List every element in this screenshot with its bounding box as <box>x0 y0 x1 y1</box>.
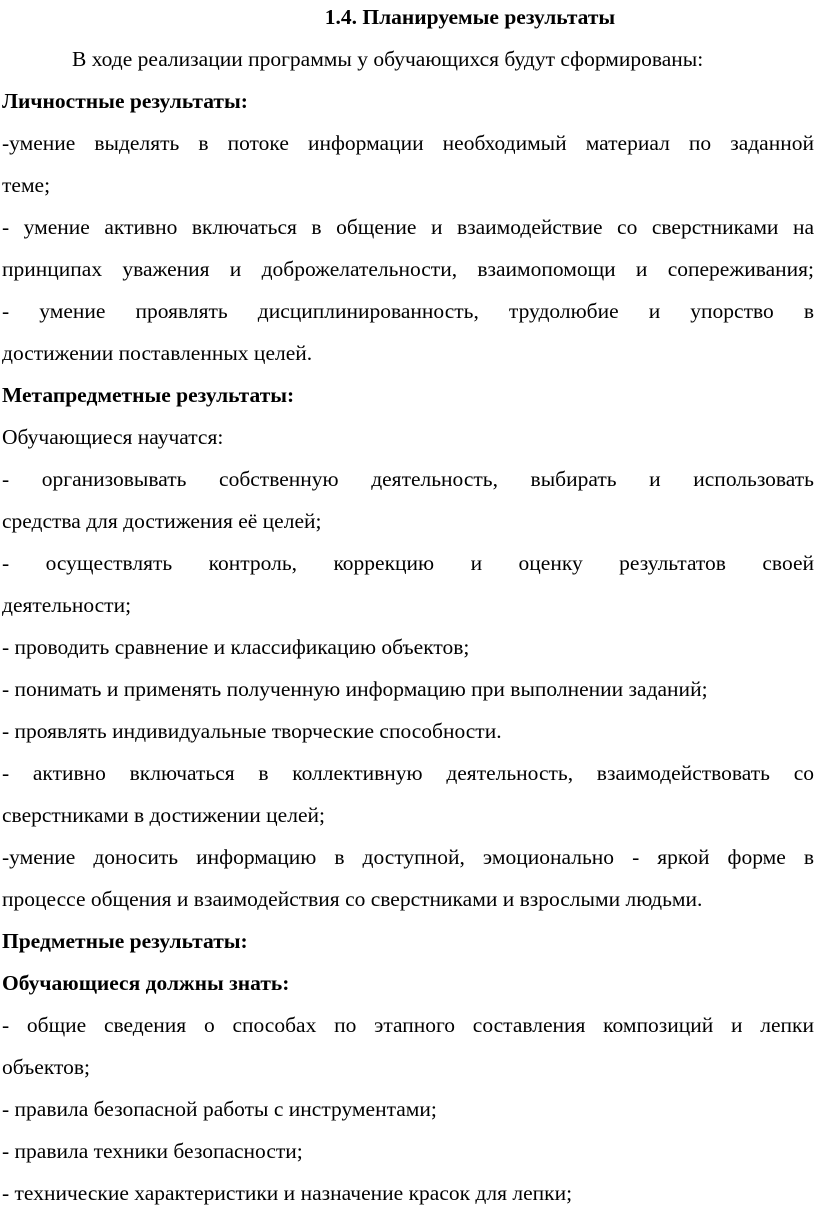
meta-line: средства для достижения её целей; <box>2 509 322 533</box>
personal-line: - умение активно включаться в общение и взаимодействие со сверстниками на <box>2 215 814 239</box>
meta-line: процессе общения и взаимодействия со сверстниками и взрослыми людьми. <box>2 887 703 911</box>
meta-line: - понимать и применять полученную информацию при выполнении заданий; <box>2 677 708 701</box>
meta-line: Обучающиеся научатся: <box>2 425 224 449</box>
subject-line: - правила безопасной работы с инструментами; <box>2 1097 437 1121</box>
personal-line: -умение выделять в потоке информации необходимый материал по заданной <box>2 131 814 155</box>
subject-line: - общие сведения о способах по этапного составления композиций и лепки <box>2 1013 814 1037</box>
section-title: 1.4. Планируемые результаты <box>324 5 616 29</box>
subject-results-header: Предметные результаты: <box>2 929 248 953</box>
meta-line: -умение доносить информацию в доступной, эмоционально - яркой форме в <box>2 845 814 869</box>
subject-line: - технические характеристики и назначение красок для лепки; <box>2 1181 573 1205</box>
personal-line: достижении поставленных целей. <box>2 341 313 365</box>
personal-line: теме; <box>2 173 51 197</box>
intro-paragraph: В ходе реализации программы у обучающихся будут сформированы: <box>72 47 704 71</box>
meta-line: деятельности; <box>2 593 132 617</box>
personal-line: - умение проявлять дисциплинированность, трудолюбие и упорство в <box>2 299 814 323</box>
meta-line: - организовывать собственную деятельность, выбирать и использовать <box>2 467 814 491</box>
meta-line: - проявлять индивидуальные творческие способности. <box>2 719 502 743</box>
meta-results-header: Метапредметные результаты: <box>2 383 295 407</box>
personal-line: принципах уважения и доброжелательности, взаимопомощи и сопереживания; <box>2 257 814 281</box>
personal-results-header: Личностные результаты: <box>2 89 248 113</box>
subject-line: - правила техники безопасности; <box>2 1139 303 1163</box>
meta-line: - активно включаться в коллективную деятельность, взаимодействовать со <box>2 761 814 785</box>
meta-line: сверстниками в достижении целей; <box>2 803 325 827</box>
subject-line: объектов; <box>2 1055 90 1079</box>
subject-knowledge-subheader: Обучающиеся должны знать: <box>2 971 290 995</box>
meta-line: - осуществлять контроль, коррекцию и оценку результатов своей <box>2 551 814 575</box>
meta-line: - проводить сравнение и классификацию объектов; <box>2 635 470 659</box>
